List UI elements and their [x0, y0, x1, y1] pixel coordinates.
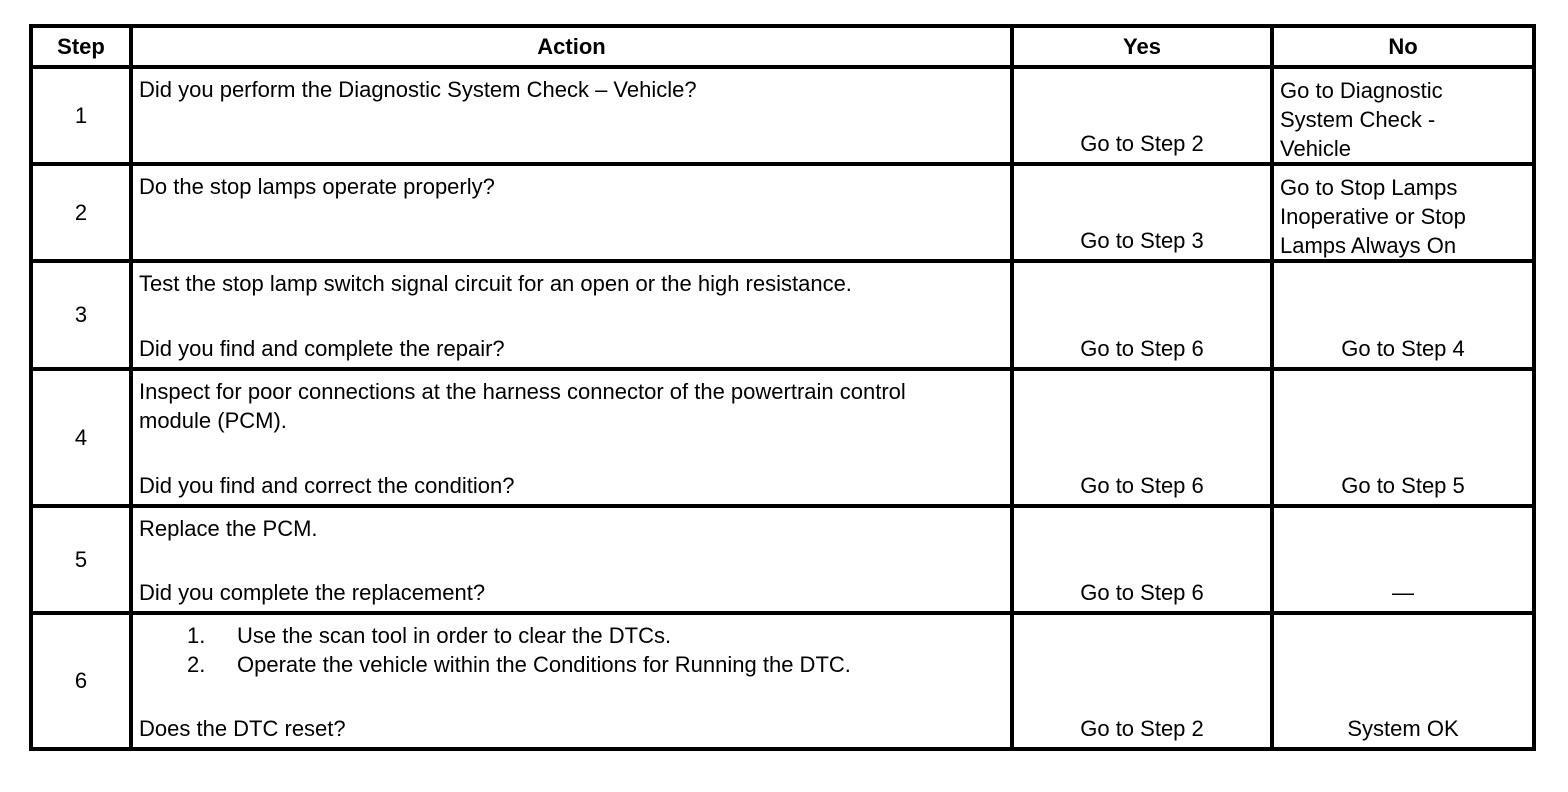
list-item-text: Use the scan tool in order to clear the DTCs. [237, 623, 672, 648]
list-item-number: 1. [187, 623, 206, 648]
no-dash: — [1392, 580, 1414, 605]
action-question: Did you complete the replacement? [139, 580, 486, 605]
action-text: Did you perform the Diagnostic System Check – Vehicle? [139, 77, 697, 102]
action-text: Replace the PCM. [139, 516, 318, 541]
header-step: Step [31, 26, 131, 67]
no-cell [1272, 261, 1534, 369]
header-yes: Yes [1012, 26, 1272, 67]
no-cell [1272, 67, 1534, 164]
no-link[interactable]: Go to Step 5 [1341, 473, 1465, 498]
action-cell [131, 164, 1012, 261]
table-row [31, 67, 1534, 164]
yes-cell [1012, 261, 1272, 369]
table-row [31, 164, 1534, 261]
table-row [31, 506, 1534, 613]
list-item [139, 621, 1004, 650]
yes-cell [1012, 164, 1272, 261]
action-cell [131, 67, 1012, 164]
action-question: Did you find and complete the repair? [139, 336, 505, 361]
action-cell [131, 369, 1012, 506]
action-cell [131, 506, 1012, 613]
step-number: 4 [31, 369, 131, 506]
no-link[interactable]: Go to Diagnostic System Check - Vehicle [1280, 78, 1443, 161]
yes-cell [1012, 506, 1272, 613]
no-link[interactable]: Go to Stop Lamps Inoperative or Stop Lamps Always On [1280, 175, 1466, 258]
table-header-row [31, 26, 1534, 67]
yes-link[interactable]: Go to Step 2 [1080, 131, 1204, 156]
step-number: 5 [31, 506, 131, 613]
yes-cell [1012, 67, 1272, 164]
yes-link[interactable]: Go to Step 6 [1080, 473, 1204, 498]
action-cell [131, 613, 1012, 749]
yes-cell [1012, 613, 1272, 749]
no-result: System OK [1347, 716, 1459, 741]
header-action: Action [131, 26, 1012, 67]
step-number: 2 [31, 164, 131, 261]
no-cell [1272, 164, 1534, 261]
action-text: Do the stop lamps operate properly? [139, 174, 495, 199]
list-item [139, 650, 1004, 679]
yes-link[interactable]: Go to Step 6 [1080, 580, 1204, 605]
action-question: Did you find and correct the condition? [139, 473, 515, 498]
no-cell [1272, 506, 1534, 613]
step-number: 6 [31, 613, 131, 749]
yes-link[interactable]: Go to Step 2 [1080, 716, 1204, 741]
list-item-text: Operate the vehicle within the Conditions for Running the DTC. [237, 652, 851, 677]
action-list [139, 621, 1004, 679]
yes-link[interactable]: Go to Step 6 [1080, 336, 1204, 361]
table-row [31, 613, 1534, 749]
action-text: Test the stop lamp switch signal circuit for an open or the high resistance. [139, 271, 852, 296]
step-number: 3 [31, 261, 131, 369]
list-item-number: 2. [187, 652, 206, 677]
action-list-container [139, 621, 1004, 679]
table-row [31, 369, 1534, 506]
yes-link[interactable]: Go to Step 3 [1080, 228, 1204, 253]
header-no: No [1272, 26, 1534, 67]
yes-cell [1012, 369, 1272, 506]
no-cell [1272, 613, 1534, 749]
diagnostic-table [29, 24, 1536, 751]
table-row [31, 261, 1534, 369]
action-question: Does the DTC reset? [139, 716, 346, 741]
no-link[interactable]: Go to Step 4 [1341, 336, 1465, 361]
step-number: 1 [31, 67, 131, 164]
action-text: Inspect for poor connections at the harness connector of the powertrain control module (PCM). [139, 379, 906, 433]
action-cell [131, 261, 1012, 369]
no-cell [1272, 369, 1534, 506]
